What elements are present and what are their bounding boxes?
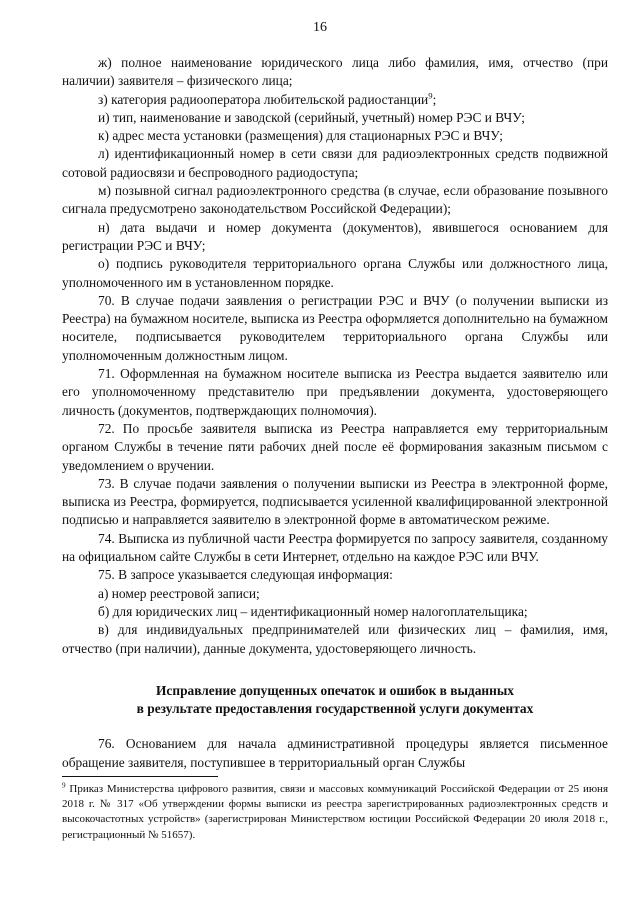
section-heading-line-1: Исправление допущенных опечаток и ошибок в выданных <box>156 682 514 698</box>
paragraph-o: о) подпись руководителя территориального органа Службы или должностного лица, уполномоченного им в установленном порядке. <box>62 256 608 290</box>
paragraph-75: 75. В запросе указывается следующая информация: <box>98 567 393 583</box>
paragraph-75-v: в) для индивидуальных предпринимателей или физических лиц – фамилия, имя, отчество (при наличии), данные документа, удостоверяющего личность. <box>62 622 608 656</box>
paragraph-z: з) категория радиооператора любительской радиостанции$^9$; <box>98 90 437 107</box>
footnote-reference[interactable]: 9 <box>428 90 433 101</box>
paragraph-71: 71. Оформленная на бумажном носителе выписка из Реестра выдается заявителю или его уполномоченному представителю при предъявлении документа, удостоверяющего личность (документов, подтверждающих полномочия). <box>62 366 608 418</box>
paragraph-73: 73. В случае подачи заявления о получении выписки из Реестра в электронной форме, выписка из Реестра, формируется, подписывается усиленной квалифицированной электронной подписью и направляется заявителю в электронной форме в автоматическом режиме. <box>62 475 608 528</box>
paragraph-i: и) тип, наименование и заводской (серийный, учетный) номер РЭС и ВЧУ; <box>98 109 525 125</box>
body-text <box>62 54 608 772</box>
page-number: 16 <box>313 20 327 35</box>
paragraph-75-b: б) для юридических лиц – идентификационный номер налогоплательщика; <box>98 603 528 619</box>
footnote <box>62 782 608 843</box>
paragraph-zh: ж) полное наименование юридического лица либо фамилия, имя, отчество (при наличии) заявителя – физического лица; <box>62 55 608 89</box>
paragraph-m: м) позывной сигнал радиоэлектронного средства (в случае, если образование позывного сигнала предусмотрено законодательством Российской Федерации); <box>62 183 608 217</box>
footnote-separator <box>62 776 218 777</box>
paragraph-l: л) идентификационный номер в сети связи для радиоэлектронных средств подвижной сотовой радиосвязи и беспроводного радиодоступа; <box>62 146 608 180</box>
section-heading <box>62 682 608 719</box>
paragraph-k: к) адрес места установки (размещения) для стационарных РЭС и ВЧУ; <box>98 128 503 144</box>
footnote-text: Приказ Министерства цифрового развития, связи и массовых коммуникаций Российской Федерации от 25 июня 2018 г. № 317 «Об утверждении формы выписки из реестра зарегистрированных радиоэлектронных средств и высокочастотных устройств» (зарегистрирован Министерством юстиции Российской Федерации 20 июля 2018 г., регистрационный № 51657). <box>62 783 608 841</box>
footnote-marker: 9 <box>62 781 66 790</box>
paragraph-76: 76. Основанием для начала административной процедуры является письменное обращение заявителя, поступившее в территориальный орган Службы <box>62 736 608 770</box>
section-heading-line-2: в результате предоставления государственной услуги документах <box>136 701 534 717</box>
paragraph-70: 70. В случае подачи заявления о регистрации РЭС и ВЧУ (о получении выписки из Реестра) на бумажном носителе, выписка из Реестра оформляется дополнительно на бумажном носителе, подписывается руководителем территориального органа Службы или уполномоченным должностным лицом. <box>62 292 608 363</box>
paragraph-74: 74. Выписка из публичной части Реестра формируется по запросу заявителя, созданному на официальном сайте Службы в сети Интернет, отдельно на каждое РЭС или ВЧУ. <box>62 530 608 565</box>
paragraph-72: 72. По просьбе заявителя выписка из Реестра направляется ему территориальным органом Службы в течение пяти рабочих дней после её формирования заказным письмом с уведомлением о вручении. <box>62 420 608 473</box>
paragraph-n: н) дата выдачи и номер документа (документов), явившегося основанием для регистрации РЭС и ВЧУ; <box>62 219 608 253</box>
paragraph-75-a: а) номер реестровой записи; <box>98 585 260 601</box>
